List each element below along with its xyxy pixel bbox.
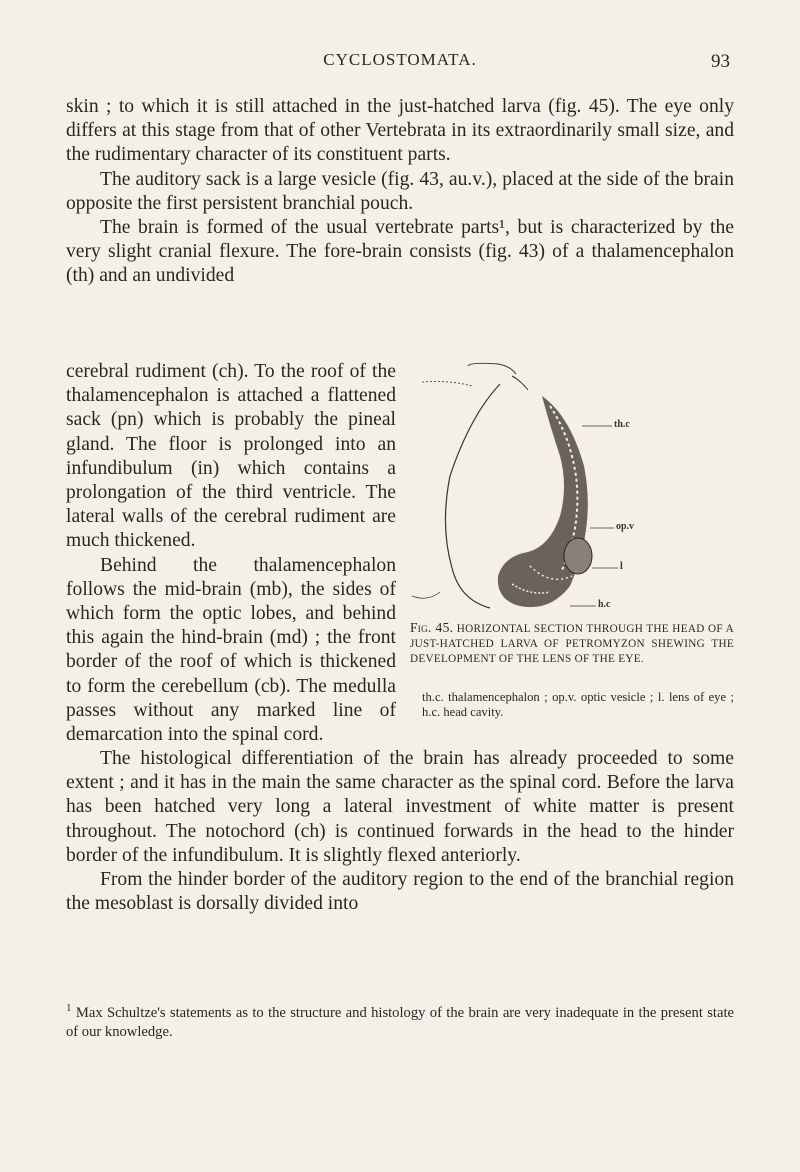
outline-inner [512,376,528,390]
caption-figure-number: Fig. 45. [410,620,454,635]
outline-top [468,363,516,374]
label-h: h.c [598,599,611,610]
figure-45 [400,356,734,746]
body-text-bottom [66,747,734,916]
section-drawing [400,356,734,616]
paragraph: Behind the thalamencephalon follows the mid-brain (mb), the sides of which form the optic lobes, and behind this again the hind-brain (md) ; the front border of the roof of which is thickened to form the cerebellum (cb). The medulla passes without any marked line of demarcation into the spinal cord. [66,554,396,746]
paragraph: From the hinder border of the auditory region to the end of the branchial region the mesoblast is dorsally divided into [66,869,734,915]
paragraph: cerebral rudiment (ch). To the roof of the thalamencephalon is attached a flattened sack (pn) which is probably the pineal gland. The floor is prolonged into an infundibulum (in) which contains a prolongation of the third ventricle. The lateral walls of the cerebral rudiment are much thickened. [66,361,396,552]
label-op: op.v [616,521,635,532]
pointer-line [422,382,472,387]
body-text-top [66,95,734,289]
body-text-wrap [66,360,396,747]
label-l: l [620,561,623,572]
running-title: CYCLOSTOMATA. [323,50,477,69]
outline-left [445,384,500,608]
lens-shape [564,538,592,574]
figure-legend: th.c. thalamencephalon ; op.v. optic vesicle ; l. lens of eye ; h.c. head cavity. [422,690,734,719]
paragraph: The auditory sack is a large vesicle (fig. 43, au.v.), placed at the side of the brain opposite the first persistent branchial pouch. [66,168,734,214]
figure-caption [410,620,734,667]
footnote-marker: 1 [66,1002,72,1015]
page-number: 93 [711,51,730,72]
paragraph: skin ; to which it is still attached in the just-hatched larva (fig. 45). The eye only differs at this stage from that of other Vertebrata in its extraordinarily small size, and the rudimentary character of its constituent parts. [66,96,734,166]
caption-text: HORIZONTAL SECTION THROUGH THE HEAD OF A JUST-HATCHED LARVA OF PETROMYZON SHEWING THE DEVELOPMENT OF THE LENS OF THE EYE. [410,623,734,665]
label-th: th.c [614,419,630,430]
footnote-text: Max Schultze's statements as to the structure and histology of the brain are very inadequate in the present state of our knowledge. [66,1005,734,1040]
pointer-line [412,592,440,598]
paragraph: The brain is formed of the usual vertebrate parts¹, but is characterized by the very slight cranial flexure. The fore-brain consists (fig. 43) of a thalamencephalon (th) and an undivided [66,217,734,287]
footnote [66,1004,734,1042]
page-header [66,50,734,76]
paragraph: The histological differentiation of the brain has already proceeded to some extent ; and it has in the main the same character as the spinal cord. Before the larva has been hatched very long a lateral investment of white matter is present throughout. The notochord (ch) is continued forwards in the head to the hinder border of the infundibulum. It is slightly flexed anteriorly. [66,748,734,866]
